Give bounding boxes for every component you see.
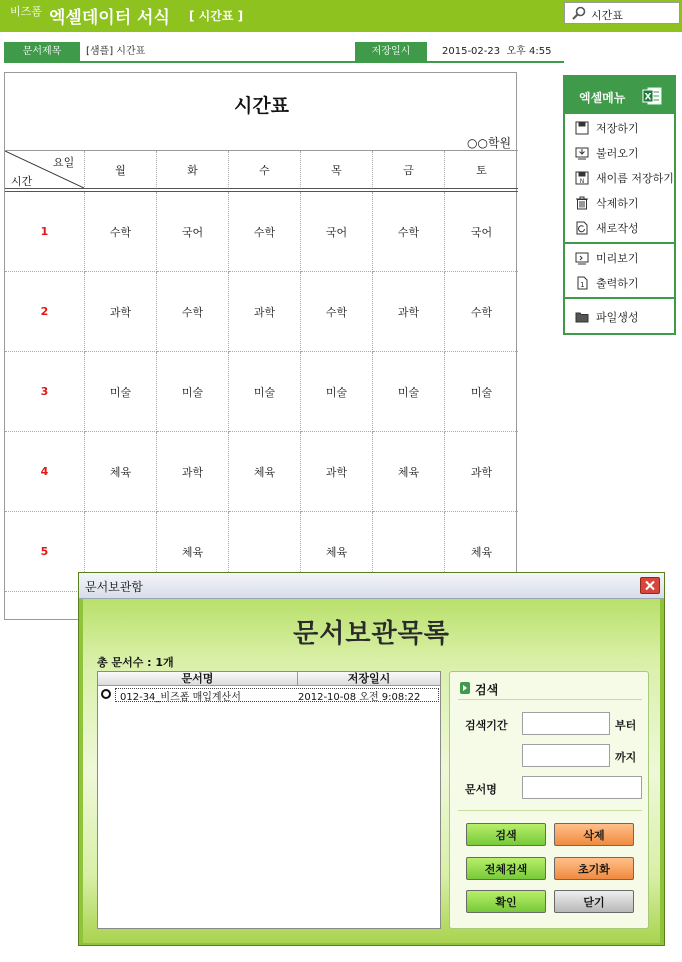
- subject-cell: 수학: [373, 192, 445, 272]
- preview-icon: [575, 251, 589, 265]
- doc-title-label: 문서제목: [4, 42, 80, 61]
- column-header-name[interactable]: 문서명: [98, 672, 298, 686]
- menu-preview-label: 미리보기: [596, 252, 639, 265]
- excel-menu: [563, 75, 676, 335]
- new-document-icon: [575, 221, 589, 235]
- svg-text:1: 1: [580, 281, 585, 289]
- period-cell: 3: [5, 352, 85, 432]
- search-all-button[interactable]: 전체검색: [466, 857, 546, 880]
- day-header: 금: [373, 151, 445, 189]
- period-cell: 1: [5, 192, 85, 272]
- excel-menu-title: 엑셀메뉴: [579, 91, 626, 105]
- row-saved-date: 2012-10-08 오전 9:08:22: [298, 692, 421, 703]
- docname-input[interactable]: [522, 776, 642, 799]
- menu-new[interactable]: [575, 218, 639, 238]
- search-panel-divider: [458, 699, 642, 700]
- to-label: 까지: [615, 751, 637, 764]
- excel-icon: [642, 86, 662, 106]
- row-document-name: 012-34_비즈폼 매입계산서: [120, 692, 241, 703]
- subject-cell: 체육: [301, 512, 373, 592]
- search-panel-divider: [458, 810, 642, 811]
- subject-cell: 수학: [85, 192, 157, 272]
- dialog-heading: 문서보관목록: [293, 619, 450, 649]
- subject-cell: 과학: [373, 272, 445, 352]
- menu-load[interactable]: [575, 143, 639, 163]
- save-icon: [575, 121, 589, 135]
- page-subtitle: [ 시간표 ]: [189, 9, 244, 23]
- subject-cell: 과학: [445, 432, 518, 512]
- menu-create-file-label: 파일생성: [596, 311, 639, 324]
- search-panel-title: 검색: [475, 683, 499, 697]
- excel-menu-header: [565, 77, 674, 114]
- timetable-title: 시간표: [233, 95, 290, 117]
- search-button[interactable]: 검색: [466, 823, 546, 846]
- period-cell: 4: [5, 432, 85, 512]
- document-count: 총 문서수 : 1개: [97, 656, 174, 669]
- close-button[interactable]: 닫기: [554, 890, 634, 913]
- dialog-close-button[interactable]: [640, 577, 660, 594]
- subject-cell: 체육: [445, 512, 518, 592]
- menu-save[interactable]: [575, 118, 639, 138]
- menu-save-as[interactable]: [575, 168, 674, 188]
- subject-cell: 수학: [445, 272, 518, 352]
- search-input[interactable]: [564, 2, 680, 24]
- from-label: 부터: [615, 719, 637, 732]
- subject-cell: 체육: [157, 512, 229, 592]
- day-header: 목: [301, 151, 373, 189]
- top-header: [0, 0, 682, 32]
- subject-cell: 미술: [373, 352, 445, 432]
- subject-cell: 수학: [301, 272, 373, 352]
- menu-preview[interactable]: [575, 248, 639, 268]
- menu-print-label: 출력하기: [596, 277, 639, 290]
- subject-cell: 과학: [229, 272, 301, 352]
- subject-cell: 미술: [85, 352, 157, 432]
- dialog-body: [83, 599, 660, 943]
- period-cell: 5: [5, 512, 85, 592]
- menu-save-as-label: 새이름 저장하기: [596, 172, 674, 185]
- subject-cell: 체육: [373, 432, 445, 512]
- subject-cell: 과학: [157, 432, 229, 512]
- day-header: 화: [157, 151, 229, 189]
- print-icon: [575, 276, 589, 290]
- menu-divider: [565, 297, 674, 299]
- subject-cell: 미술: [445, 352, 518, 432]
- row-radio[interactable]: [101, 689, 111, 699]
- trash-icon: [575, 196, 589, 210]
- column-header-date[interactable]: 저장일시: [298, 672, 440, 686]
- subject-cell: 체육: [85, 432, 157, 512]
- period-cell: 2: [5, 272, 85, 352]
- folder-icon: [575, 310, 589, 324]
- info-divider: [4, 61, 564, 63]
- school-name: ○○학원: [467, 136, 512, 150]
- subject-cell: 미술: [301, 352, 373, 432]
- document-list[interactable]: [97, 671, 441, 929]
- header-double-line-top: [5, 188, 518, 189]
- app-title: 엑셀데이터 서식: [49, 8, 170, 28]
- menu-create-file[interactable]: [575, 307, 639, 327]
- subject-cell: 국어: [157, 192, 229, 272]
- subject-cell: 수학: [229, 192, 301, 272]
- menu-load-label: 불러오기: [596, 147, 639, 160]
- svg-text:N: N: [579, 178, 585, 185]
- search-to-date-input[interactable]: [522, 744, 610, 767]
- subject-cell: 국어: [445, 192, 518, 272]
- subject-cell: 수학: [157, 272, 229, 352]
- search-from-date-input[interactable]: [522, 712, 610, 735]
- period-cell: [5, 592, 85, 621]
- reset-button[interactable]: 초기화: [554, 857, 634, 880]
- menu-new-label: 새로작성: [596, 222, 639, 235]
- subject-cell: 체육: [229, 432, 301, 512]
- day-header: 월: [85, 151, 157, 189]
- svg-text:X: X: [644, 92, 652, 103]
- menu-divider: [565, 242, 674, 244]
- day-header: 토: [476, 164, 487, 177]
- delete-button[interactable]: 삭제: [554, 823, 634, 846]
- menu-delete[interactable]: [575, 193, 639, 213]
- load-icon: [575, 146, 589, 160]
- doc-title-value: [샘플] 시간표: [86, 46, 146, 57]
- document-storage-dialog: [78, 572, 665, 946]
- subject-cell: 국어: [301, 192, 373, 272]
- search-bullet-icon: [460, 682, 470, 694]
- saved-time-value: 2015-02-23 오후 4:55: [442, 46, 552, 57]
- menu-print[interactable]: [575, 273, 639, 293]
- search-period-label: 검색기간: [465, 719, 508, 732]
- dialog-titlebar[interactable]: [79, 573, 664, 599]
- subject-cell: 과학: [85, 272, 157, 352]
- search-value: 시간표: [591, 9, 623, 22]
- subject-cell: 미술: [229, 352, 301, 432]
- menu-save-label: 저장하기: [596, 122, 639, 135]
- docname-label: 문서명: [465, 783, 497, 796]
- subject-cell: 과학: [301, 432, 373, 512]
- dialog-title: 문서보관함: [85, 580, 143, 594]
- menu-delete-label: 삭제하기: [596, 197, 639, 210]
- brand-logo: 비즈폼: [10, 5, 42, 18]
- subject-cell: 미술: [157, 352, 229, 432]
- list-item[interactable]: [98, 686, 440, 704]
- corner-day-label: 요일: [53, 156, 75, 169]
- corner-cell: [5, 151, 85, 189]
- search-panel: [449, 671, 649, 929]
- saved-time-label: 저장일시: [355, 42, 427, 61]
- save-as-icon: [575, 171, 589, 185]
- corner-period-label: 시간: [11, 175, 33, 188]
- day-header: 수: [229, 151, 301, 189]
- search-icon[interactable]: [571, 5, 587, 21]
- timetable-sheet: [4, 72, 517, 620]
- ok-button[interactable]: 확인: [466, 890, 546, 913]
- close-icon: [641, 578, 659, 593]
